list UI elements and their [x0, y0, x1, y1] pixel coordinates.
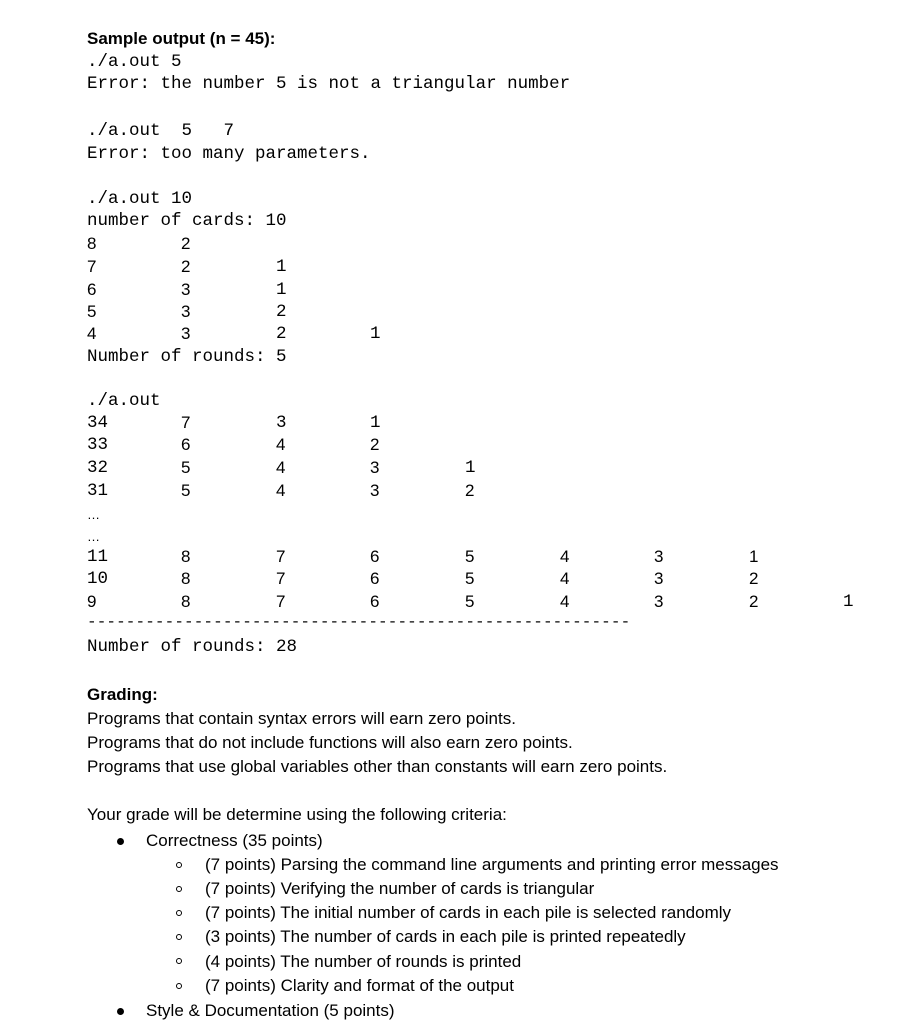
criteria-subitem: (7 points) Clarity and format of the output — [205, 976, 514, 995]
table3-cell: 8 — [181, 592, 191, 611]
table3-cell: 4 — [560, 547, 570, 566]
table2-cell: 2 — [465, 481, 475, 500]
table1-cell: 2 — [276, 324, 287, 344]
table2-cell: 4 — [276, 481, 286, 500]
criteria-intro: Your grade will be determine using the following criteria: — [87, 805, 507, 824]
grading-line: Programs that contain syntax errors will earn zero points. — [87, 709, 516, 728]
table1-cell: 6 — [87, 280, 97, 299]
ellipsis: … — [87, 529, 100, 544]
grading-heading: Grading: — [87, 685, 158, 704]
table1-cell: 2 — [181, 257, 191, 276]
table3-cell: 5 — [465, 547, 475, 566]
table2-cell: 3 — [276, 413, 287, 433]
table2-cell: 3 — [370, 481, 380, 500]
table3-cell: 2 — [749, 569, 759, 588]
criteria-subitem: (7 points) The initial number of cards in each pile is selected randomly — [205, 903, 732, 922]
ellipsis: … — [87, 507, 100, 522]
command-line-2: ./a.out 5 7 — [87, 121, 235, 141]
table1-cell: 3 — [181, 302, 191, 321]
table2-cell: 7 — [181, 413, 191, 432]
table2-cell: 34 — [87, 413, 109, 433]
table3-cell: 5 — [465, 592, 475, 611]
table2-cell: 1 — [370, 413, 381, 433]
criteria-subitem: (3 points) The number of cards in each pile is printed repeatedly — [205, 927, 686, 946]
table1-cell: 7 — [87, 257, 97, 276]
grading-line: Programs that use global variables other than constants will earn zero points. — [87, 757, 668, 776]
table3-cell: 11 — [87, 547, 109, 567]
circle-bullet-icon — [176, 934, 182, 940]
table3-cell: 6 — [370, 592, 380, 611]
table3-cell: 7 — [276, 569, 286, 588]
table2-cell: 5 — [181, 458, 191, 477]
sample-output-title: Sample output (n = 45): — [87, 29, 276, 48]
criteria-item: Style & Documentation (5 points) — [146, 1001, 395, 1020]
criteria-subitem: (7 points) Verifying the number of cards is triangular — [205, 879, 595, 898]
table1-cell: 1 — [276, 257, 287, 277]
table2-cell: 2 — [370, 435, 380, 454]
criteria-subitem: (7 points) Parsing the command line arguments and printing error messages — [205, 855, 779, 874]
table3-cell: 8 — [181, 547, 191, 566]
table3-cell: 3 — [654, 569, 664, 588]
table2-cell: 3 — [370, 458, 380, 477]
table1-cell: 4 — [87, 324, 97, 343]
table1-cell: 1 — [370, 324, 381, 344]
error-line-2: Error: too many parameters. — [87, 144, 371, 164]
table2-cell: 5 — [181, 481, 191, 500]
circle-bullet-icon — [176, 910, 182, 916]
table2-cell: 4 — [276, 458, 286, 477]
table2-cell: 31 — [87, 481, 109, 501]
rounds-line-1: Number of rounds: 5 — [87, 347, 287, 367]
criteria-item: Correctness (35 points) — [146, 831, 323, 850]
table3-cell: 7 — [276, 592, 286, 611]
table3-cell: 4 — [560, 569, 570, 588]
command-line-4: ./a.out — [87, 391, 161, 411]
table3-cell: 3 — [654, 592, 664, 611]
dashed-separator: -------------------------------------------------------- — [87, 613, 631, 631]
table3-cell: 6 — [370, 569, 380, 588]
table1-cell: 2 — [276, 302, 287, 322]
table3-cell: 7 — [276, 547, 286, 566]
table2-cell: 6 — [181, 435, 191, 454]
cards-count-line: number of cards: 10 — [87, 211, 287, 231]
criteria-subitem: (4 points) The number of rounds is printed — [205, 952, 522, 971]
circle-bullet-icon — [176, 983, 182, 989]
circle-bullet-icon — [176, 862, 182, 868]
table3-cell: 8 — [181, 569, 191, 588]
bullet-icon — [117, 838, 124, 845]
command-line-3: ./a.out 10 — [87, 189, 193, 209]
table3-cell: 3 — [654, 547, 664, 566]
circle-bullet-icon — [176, 958, 182, 964]
grading-line: Programs that do not include functions will also earn zero points. — [87, 733, 573, 752]
table3-cell: 6 — [370, 547, 380, 566]
table2-cell: 32 — [87, 458, 109, 478]
table2-cell: 4 — [276, 435, 286, 454]
table3-cell: 1 — [843, 592, 854, 612]
rounds-line-2: Number of rounds: 28 — [87, 637, 298, 657]
command-line-1: ./a.out 5 — [87, 52, 182, 72]
table1-cell: 3 — [181, 324, 191, 343]
circle-bullet-icon — [176, 886, 182, 892]
table3-cell: 5 — [465, 569, 475, 588]
table3-cell: 1 — [749, 547, 759, 566]
table3-cell: 4 — [560, 592, 570, 611]
table2-cell: 33 — [87, 435, 109, 455]
table2-cell: 1 — [465, 458, 476, 478]
table3-cell: 10 — [87, 569, 109, 589]
table1-cell: 3 — [181, 280, 191, 299]
table1-cell: 5 — [87, 302, 97, 321]
table1-cell: 8 — [87, 234, 97, 253]
table3-cell: 2 — [749, 592, 759, 611]
bullet-icon — [117, 1008, 124, 1015]
table3-cell: 9 — [87, 592, 97, 611]
error-line-1: Error: the number 5 is not a triangular number — [87, 74, 571, 94]
table1-cell: 1 — [276, 280, 287, 300]
table1-cell: 2 — [181, 234, 191, 253]
